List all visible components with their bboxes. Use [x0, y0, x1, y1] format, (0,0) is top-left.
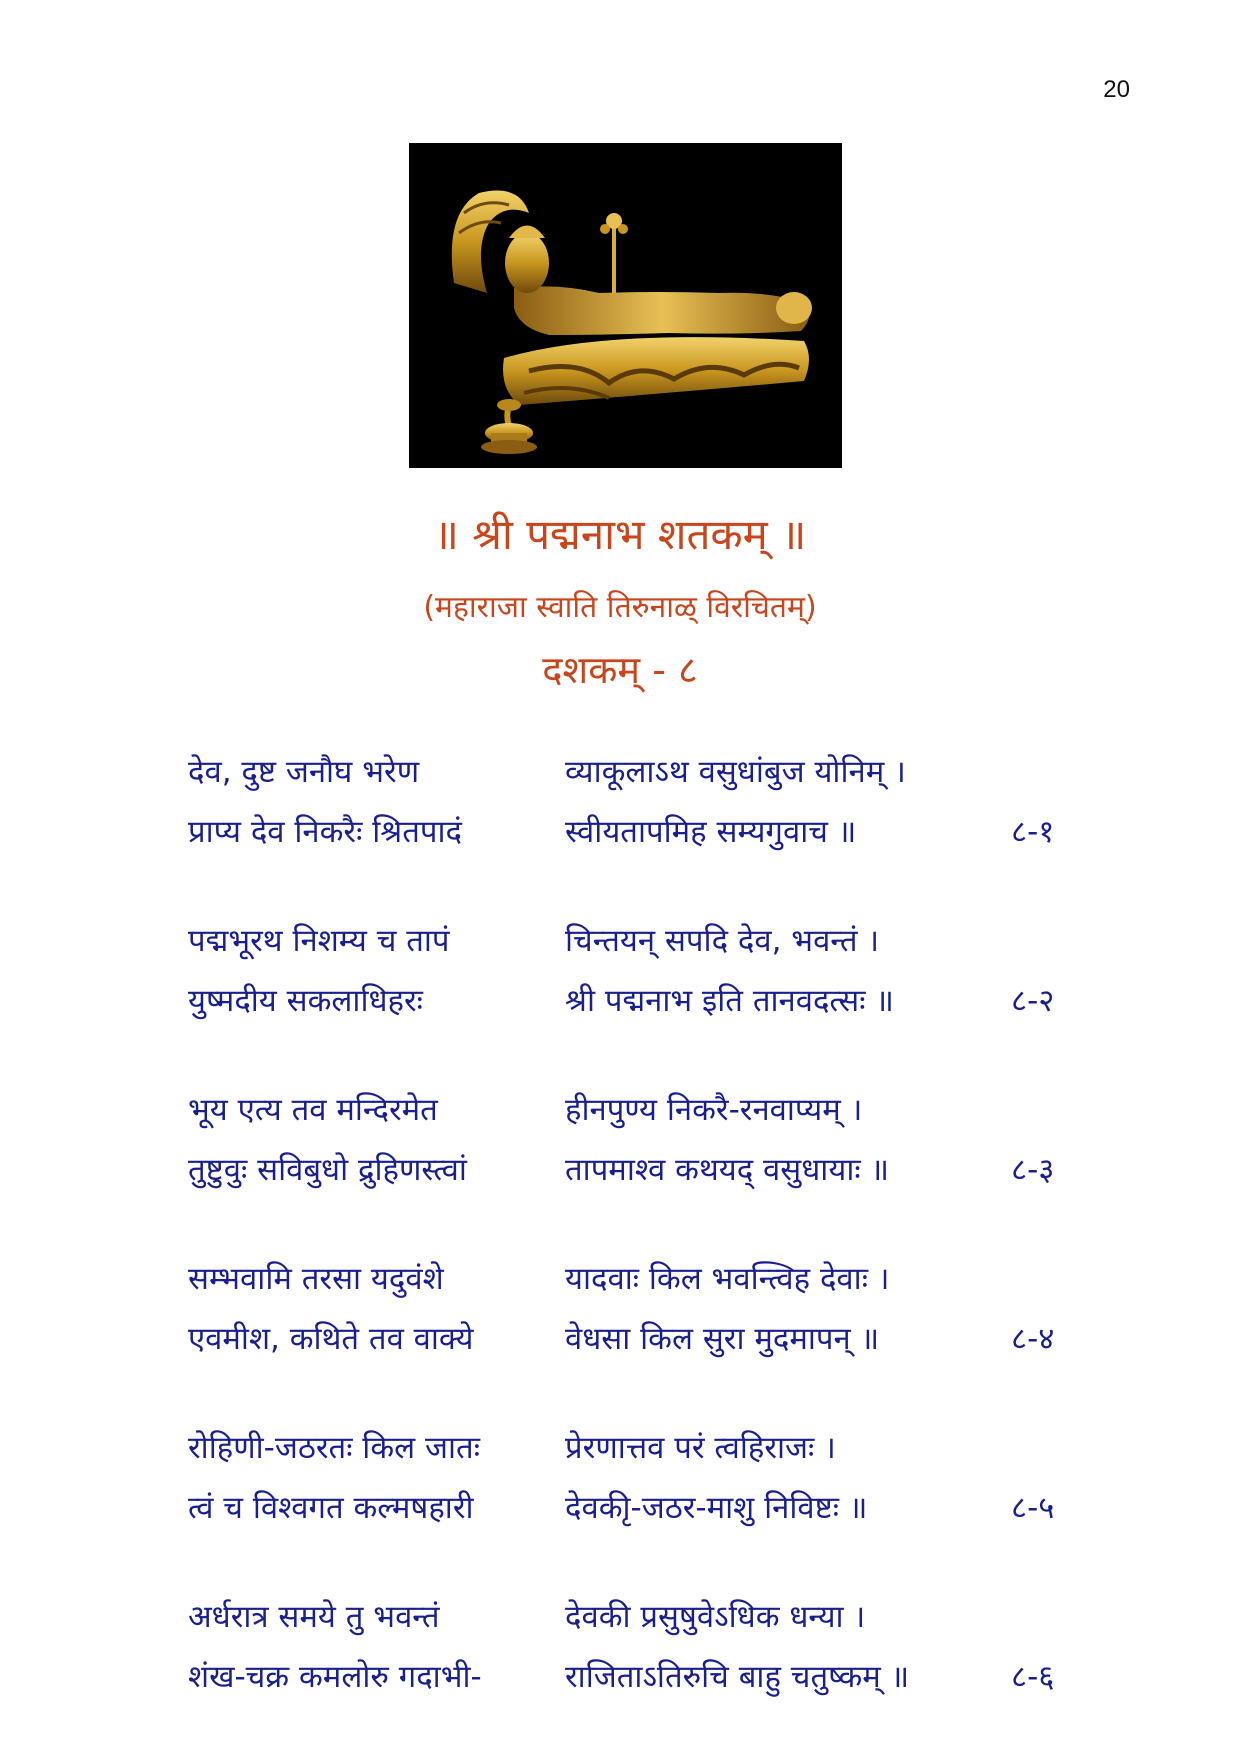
verse-list	[188, 750, 1088, 1764]
verse-first-half: युष्मदीय सकलाधिहरः	[188, 983, 423, 1019]
verse-second-half: देवकीृ-जठर-माशु निविष्टः ॥	[565, 1490, 868, 1526]
verse-first-half: भूय एत्य तव मन्दिरमेत	[188, 1092, 438, 1128]
verse-line	[188, 1148, 1088, 1208]
padmanabha-idol-image	[409, 143, 842, 468]
verse-first-half: पद्मभूरथ निशम्य च तापं	[188, 923, 450, 959]
verse	[188, 919, 1088, 1039]
verse-first-half: प्राप्य देव निकरैः श्रितपादं	[188, 814, 462, 850]
page-number: 20	[1103, 76, 1130, 103]
verse-second-half: चिन्तयन् सपदि देव, भवन्तं ।	[565, 923, 880, 959]
verse-number: ८-६	[1011, 1659, 1055, 1695]
verse-line	[188, 1088, 1088, 1148]
verse-second-half: स्वीयतापमिह सम्यगुवाच ॥	[565, 814, 857, 850]
verse-first-half: एवमीश, कथिते तव वाक्ये	[188, 1321, 474, 1357]
verse-number: ८-२	[1011, 983, 1055, 1019]
verse-second-half: हीनपुण्य निकरै-रनवाप्यम् ।	[565, 1092, 863, 1128]
verse-number: ८-४	[1011, 1321, 1055, 1357]
verse-line	[188, 1426, 1088, 1486]
verse-line	[188, 919, 1088, 979]
verse-number: ८-५	[1011, 1490, 1055, 1526]
verse	[188, 1257, 1088, 1377]
verse-line	[188, 1257, 1088, 1317]
verse-first-half: सम्भवामि तरसा यदुवंशे	[188, 1261, 444, 1297]
verse	[188, 1088, 1088, 1208]
verse-second-half: व्याकूलाऽथ वसुधांबुज योनिम् ।	[565, 754, 906, 790]
verse-second-half: देवकी प्रसुषुवेऽधिक धन्या ।	[565, 1599, 866, 1635]
verse-second-half: तापमाश्व कथयद् वसुधायाः ॥	[565, 1152, 890, 1188]
verse-second-half: श्री पद्मनाभ इति तानवदत्सः ॥	[565, 983, 894, 1019]
book-title: ॥ श्री पद्मनाभ शतकम् ॥	[433, 510, 807, 559]
verse-line	[188, 1486, 1088, 1546]
verse-number: ८-३	[1011, 1152, 1055, 1188]
verse-second-half: प्रेरणात्तव परं त्वहिराजः ।	[565, 1430, 836, 1466]
verse-second-half: वेधसा किल सुरा मुदमापन् ॥	[565, 1321, 880, 1357]
verse-line	[188, 1595, 1088, 1655]
verse	[188, 1426, 1088, 1546]
verse-first-half: शंख-चक्र कमलोरु गदाभी-	[188, 1659, 482, 1695]
verse-first-half: अर्धरात्र समये तु भवन्तं	[188, 1599, 440, 1635]
book-subtitle: (महाराजा स्वाति तिरुनाळ् विरचितम्)	[423, 590, 817, 625]
verse-first-half: देव, दुष्ट जनौघ भरेण	[188, 754, 420, 790]
verse-first-half: तुष्टुवुः सविबुधो द्रुहिणस्त्वां	[188, 1152, 467, 1188]
verse-first-half: रोहिणी-जठरतः किल जातः	[188, 1430, 480, 1466]
verse-first-half: त्वं च विश्वगत कल्मषहारी	[188, 1490, 474, 1526]
verse-line	[188, 810, 1088, 870]
reclining-vishnu-icon	[409, 143, 842, 468]
verse	[188, 1595, 1088, 1715]
verse-line	[188, 1317, 1088, 1377]
verse-second-half: यादवाः किल भवन्त्विह देवाः ।	[565, 1261, 890, 1297]
verse	[188, 750, 1088, 870]
verse-number: ८-१	[1011, 814, 1055, 850]
verse-line	[188, 1655, 1088, 1715]
verse-second-half: राजिताऽतिरुचि बाहु चतुष्कम् ॥	[565, 1659, 910, 1695]
verse-line	[188, 750, 1088, 810]
verse-line	[188, 979, 1088, 1039]
dashakam-heading: दशकम् - ८	[542, 648, 698, 692]
